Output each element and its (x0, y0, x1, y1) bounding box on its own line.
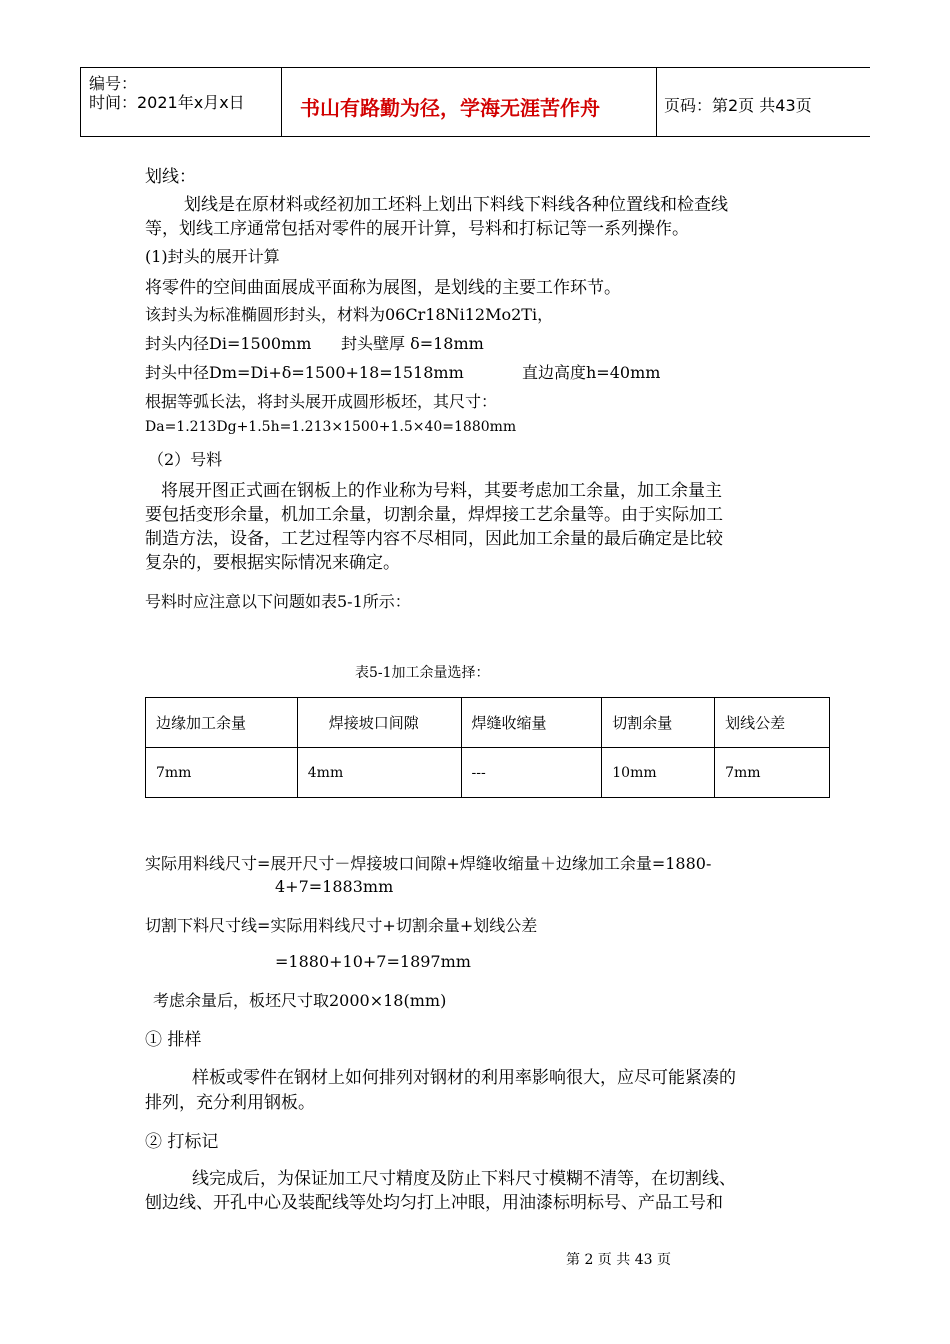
table-cell: --- (461, 748, 602, 798)
paragraph-line: 封头壁厚 δ=18mm (341, 334, 484, 353)
formula-line: =1880+10+7=1897mm (275, 952, 471, 971)
paragraph-line: 刨边线、开孔中心及装配线等处均匀打上冲眼，用油漆标明标号、产品工号和 (145, 1193, 723, 1213)
paragraph-line: 直边高度h=40mm (522, 363, 661, 382)
table-row (146, 748, 830, 798)
paragraph-line: 排列，充分利用钢板。 (145, 1093, 315, 1113)
paragraph-line: 等，划线工序通常包括对零件的展开计算，号料和打标记等一系列操作。 (145, 219, 689, 239)
table-header-cell: 边缘加工余量 (146, 698, 298, 748)
paragraph-line: 要包括变形余量，机加工余量，切割余量，焊焊接工艺余量等。由于实际加工 (145, 505, 723, 525)
table-header-cell: 焊接坡口间隙 (297, 698, 461, 748)
paragraph-line: 复杂的，要根据实际情况来确定。 (145, 553, 400, 573)
table-cell: 7mm (715, 748, 830, 798)
table-header-cell: 焊缝收缩量 (461, 698, 602, 748)
paragraph-line: 封头中径Dm=Di+δ=1500+18=1518mm (145, 363, 464, 382)
paragraph-line: 封头内径Di=1500mm (145, 334, 312, 353)
table-header-cell: 切割余量 (602, 698, 715, 748)
item-title: ② 打标记 (145, 1132, 219, 1152)
formula-line: Da=1.213Dg+1.5h=1.213×1500+1.5×40=1880mm (145, 419, 517, 435)
table-caption: 表5-1加工余量选择： (355, 665, 490, 681)
paragraph-line: 线完成后，为保证加工尺寸精度及防止下料尺寸模糊不清等，在切割线、 (192, 1169, 736, 1189)
table-cell: 7mm (146, 748, 298, 798)
table-header-row (146, 698, 830, 748)
table-cell: 4mm (297, 748, 461, 798)
table-header-cell: 划线公差 (715, 698, 830, 748)
subsection-title: （2）号料 (148, 450, 223, 469)
header-motto: 书山有路勤为径，学海无涯苦作舟 (300, 96, 600, 120)
formula-line: 切割下料尺寸线=实际用料线尺寸+切割余量+划线公差 (145, 916, 538, 935)
formula-line: 4+7=1883mm (275, 877, 394, 896)
paragraph-line: 该封头为标准椭圆形封头，材料为06Cr18Ni12Mo2Ti， (145, 305, 554, 324)
paragraph-line: 制造方法，设备，工艺过程等内容不尽相同，因此加工余量的最后确定是比较 (145, 529, 723, 549)
subsection-title: (1)封头的展开计算 (145, 247, 280, 266)
formula-line: 实际用料线尺寸=展开尺寸－焊接坡口间隙+焊缝收缩量＋边缘加工余量=1880- (145, 854, 712, 873)
section-heading: 划线： (145, 167, 196, 187)
paragraph-line: 根据等弧长法，将封头展开成圆形板坯，其尺寸： (145, 392, 498, 411)
paragraph-line: 考虑余量后，板坯尺寸取2000×18(mm) (153, 991, 447, 1010)
table-cell: 10mm (602, 748, 715, 798)
paragraph-line: 号料时应注意以下问题如表5-1所示： (145, 592, 411, 611)
paragraph-line: 将零件的空间曲面展成平面称为展图，是划线的主要工作环节。 (145, 278, 621, 298)
paragraph-line: 将展开图正式画在钢板上的作业称为号料，其要考虑加工余量，加工余量主 (161, 481, 722, 501)
paragraph-line: 样板或零件在钢材上如何排列对钢材的利用率影响很大，应尽可能紧凑的 (192, 1068, 736, 1088)
allowance-table (145, 697, 830, 798)
item-title: ① 排样 (145, 1030, 202, 1050)
doc-number-label: 编号： (89, 74, 138, 93)
doc-time-label: 时间：2021年x月x日 (89, 93, 245, 112)
paragraph-line: 划线是在原材料或经初加工坯料上划出下料线下料线各种位置线和检查线 (184, 195, 728, 215)
page-footer: 第 2 页 共 43 页 (566, 1252, 671, 1268)
page-indicator: 页码：第2页 共43页 (664, 96, 812, 115)
